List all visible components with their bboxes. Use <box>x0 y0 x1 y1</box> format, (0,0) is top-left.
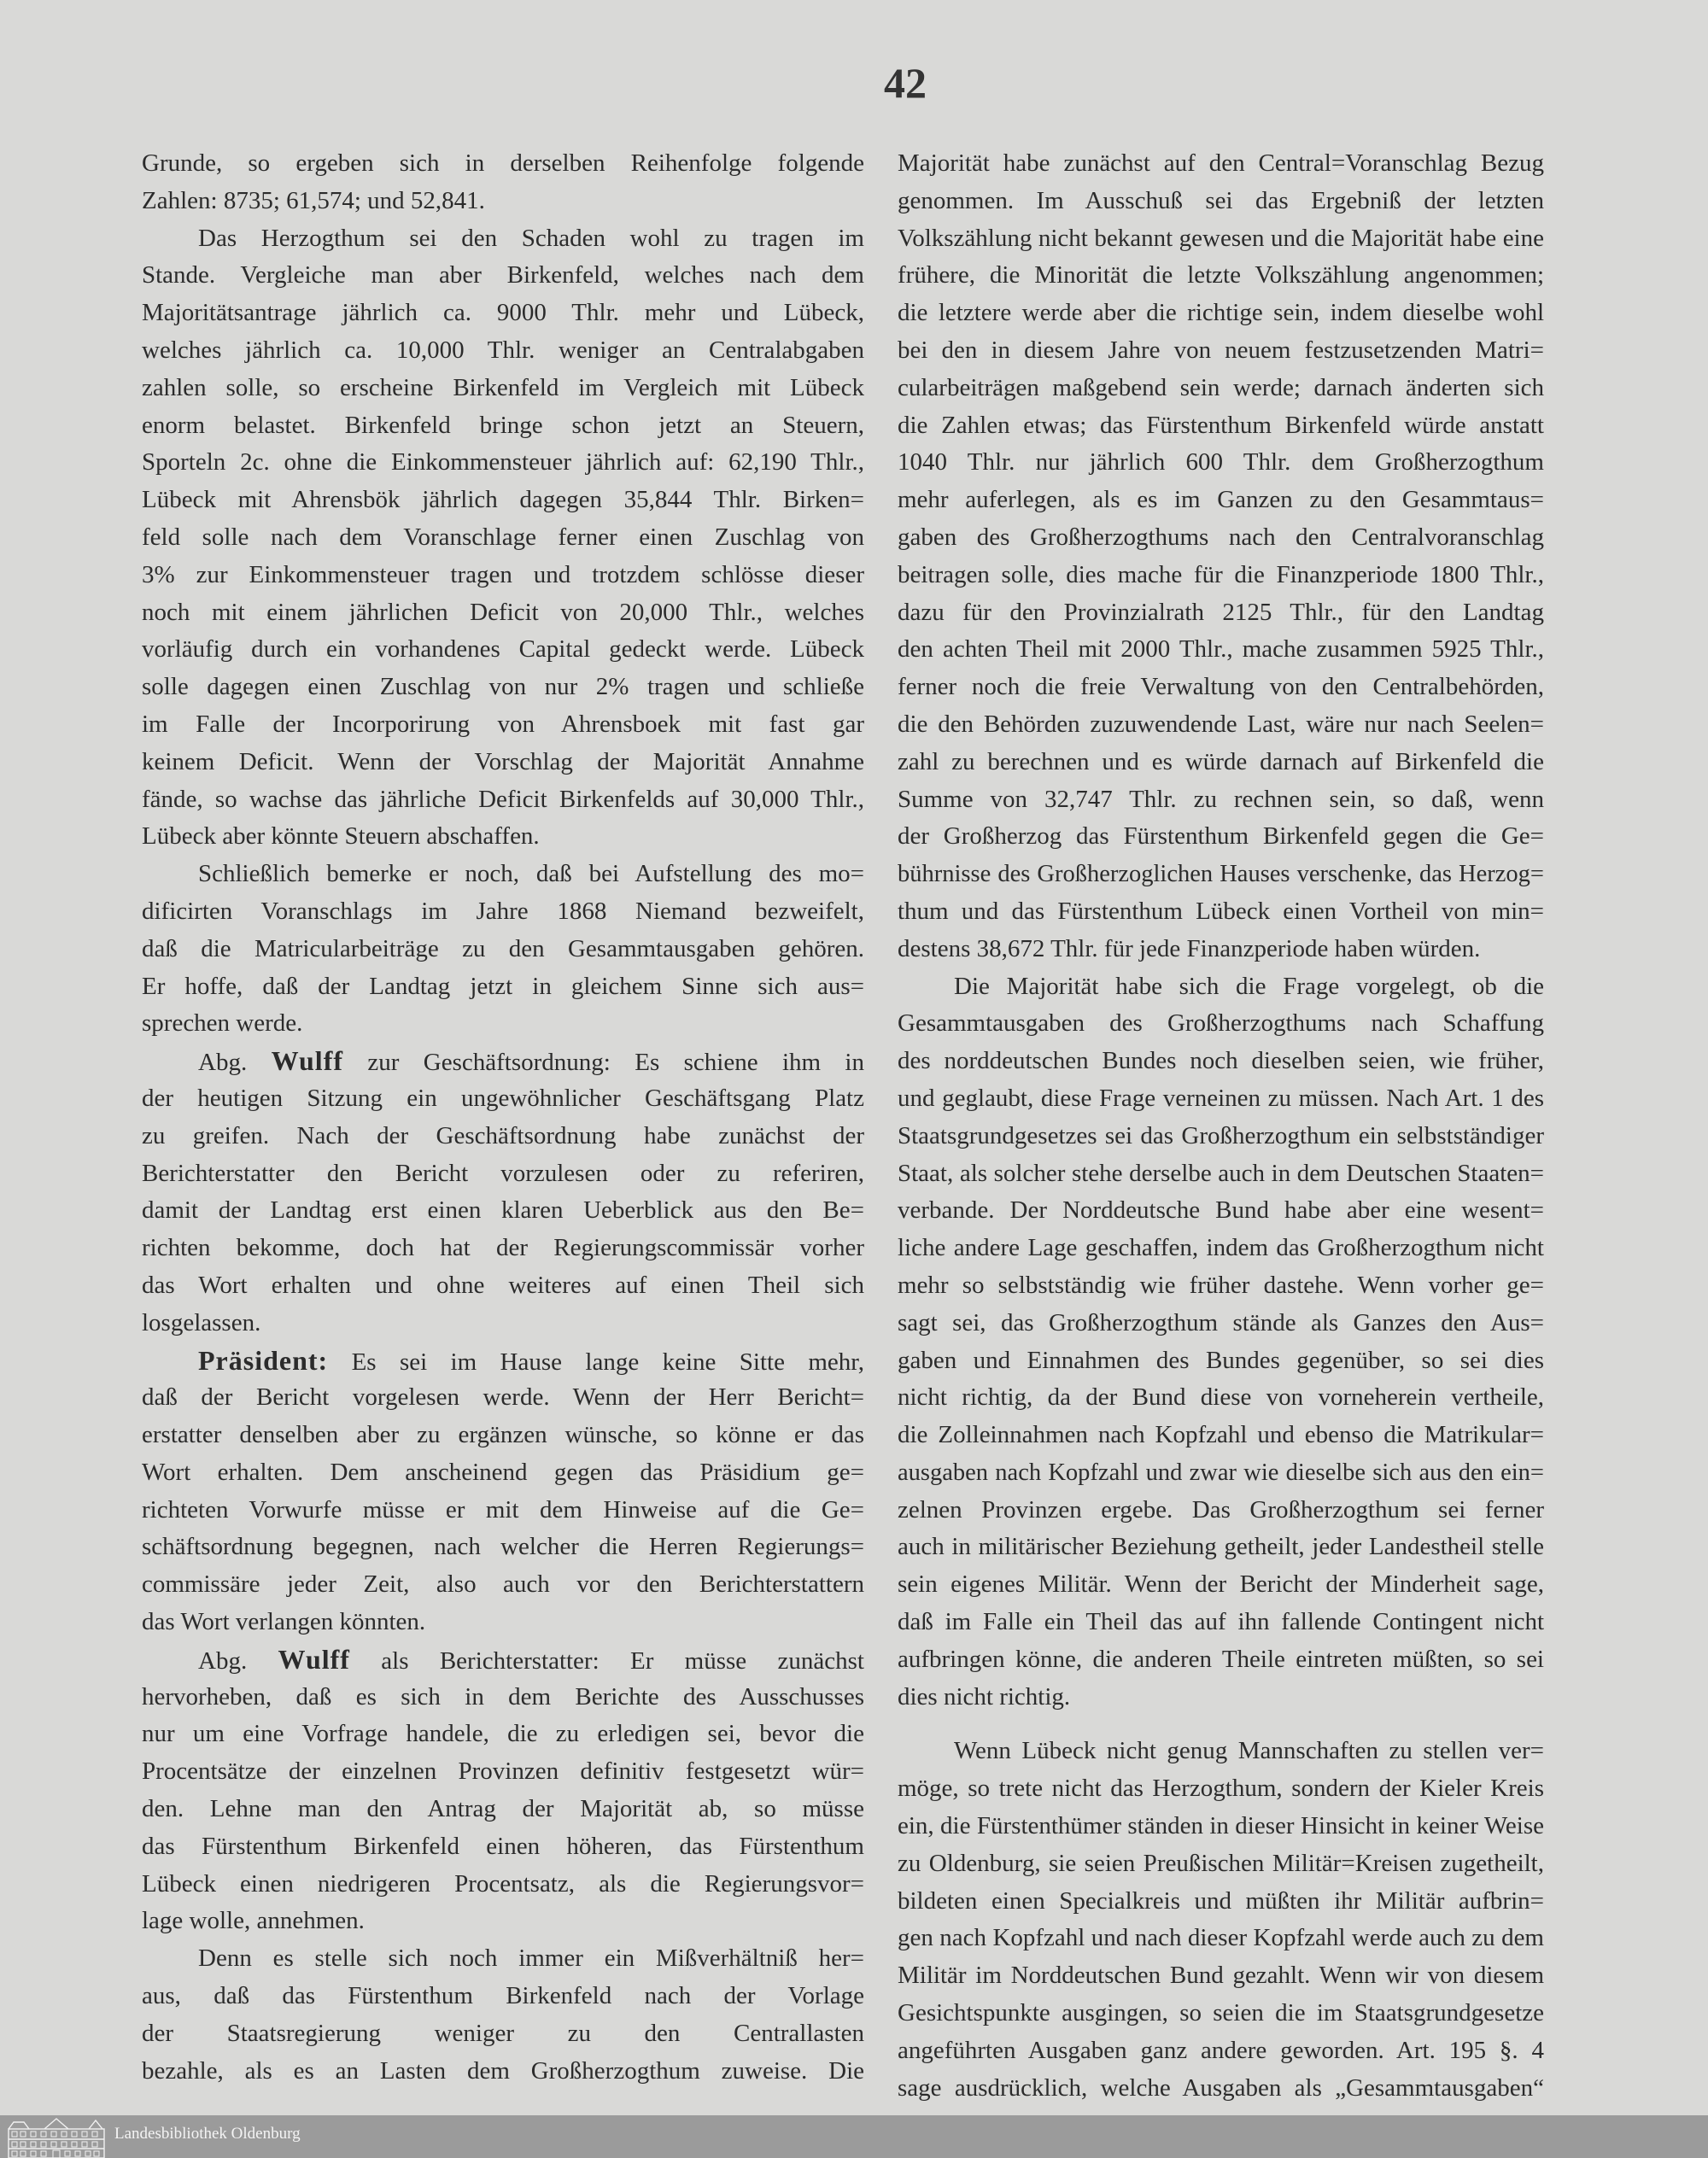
speaker-title: Abg. <box>198 1646 278 1675</box>
text-line: richten bekomme, doch hat der Regierungscommissär vorher <box>142 1234 864 1262</box>
text-line: zu greifen. Nach der Geschäftsordnung habe zunächst der <box>142 1121 864 1149</box>
page-number: 42 <box>884 59 927 107</box>
text-line: möge, so trete nicht das Herzogthum, sondern der Kieler Kreis <box>898 1775 1544 1803</box>
text-line: der Großherzog das Fürstenthum Birkenfeld gegen die Ge= <box>898 822 1544 851</box>
paragraph <box>142 145 864 220</box>
text-line: genommen. Im Ausschuß sei das Ergebniß der letzten <box>898 186 1544 214</box>
text-line: aufbringen könne, die anderen Theile eintreten müßten, so sei <box>898 1645 1544 1673</box>
text-line: ein, die Fürstenthümer ständen in dieser Hinsicht in keiner Weise <box>898 1812 1544 1840</box>
text-line: enorm belastet. Birkenfeld bringe schon jetzt an Steuern, <box>142 411 864 439</box>
text-line: Berichterstatter den Bericht vorzulesen oder zu referiren, <box>142 1159 864 1187</box>
text-line: commissäre jeder Zeit, also auch vor den Berichterstattern <box>142 1570 864 1599</box>
text-line: welches jährlich ca. 10,000 Thlr. weniger an Centralabgaben <box>142 336 864 364</box>
text-line: die letztere werde aber die richtige sein, indem dieselbe wohl <box>898 299 1544 327</box>
text-line: Schließlich bemerke er noch, daß bei Aufstellung des mo= <box>198 860 864 888</box>
text-line: thum und das Fürstenthum Lübeck einen Vortheil von min= <box>898 897 1544 925</box>
paragraph <box>142 1641 864 1940</box>
text-line: zu Oldenburg, sie seien Preußischen Militär=Kreisen zugetheilt, <box>898 1849 1544 1877</box>
text-line: Die Majorität habe sich die Frage vorgelegt, ob die <box>954 972 1544 1000</box>
text-line: richteten Vorwurfe müsse er mit dem Hinweise auf die Ge= <box>142 1495 864 1523</box>
text-line: Lübeck mit Ahrensbök jährlich dagegen 35,844 Thlr. Birken= <box>142 486 864 514</box>
text-line: Wort erhalten. Dem anscheinend gegen das Präsidium ge= <box>142 1458 864 1486</box>
text-line: auch in militärischer Beziehung getheilt, jeder Landestheil stelle <box>898 1533 1544 1561</box>
paragraph <box>898 1716 1544 2107</box>
text-line: ausgaben nach Kopfzahl und zwar wie dieselbe sich aus den ein= <box>898 1459 1544 1486</box>
text-line: frühere, die Minorität die letzte Volkszählung angenommen; <box>898 261 1544 289</box>
text-line: verbande. Der Norddeutsche Bund habe aber eine wesent= <box>898 1196 1544 1225</box>
text-line: die Zahlen etwas; das Fürstenthum Birkenfeld würde anstatt <box>898 411 1544 439</box>
text-line: Lübeck aber könnte Steuern abschaffen. <box>142 822 540 851</box>
text-line: Lübeck einen niedrigeren Procentsatz, als die Regierungsvor= <box>142 1869 864 1898</box>
text-line: bildeten einen Specialkreis und müßten ihr Militär aufbrin= <box>898 1886 1544 1915</box>
text-line: Staat, als solcher stehe derselbe auch in dem Deutschen Staaten= <box>898 1159 1544 1187</box>
text-line: liche andere Lage geschaffen, indem das Großherzogthum nicht <box>898 1234 1544 1262</box>
text-line: gaben und Einnahmen des Bundes gegenüber, so sei dies <box>898 1346 1544 1374</box>
text-line: Militär im Norddeutschen Bund gezahlt. Wenn wir von diesem <box>898 1962 1544 1990</box>
text-line: und geglaubt, diese Frage verneinen zu müssen. Nach Art. 1 des <box>898 1084 1544 1112</box>
text-line: damit der Landtag erst einen klaren Ueberblick aus den Be= <box>142 1196 864 1225</box>
text-line: sprechen werde. <box>142 1009 303 1038</box>
text-line: nicht richtig, da der Bund diese von vorneherein vertheile, <box>898 1383 1544 1412</box>
text-line: des norddeutschen Bundes noch dieselben seien, wie früher, <box>898 1047 1544 1075</box>
paragraph <box>898 968 1544 1716</box>
text-line: erstatter denselben aber zu ergänzen wünsche, so könne er das <box>142 1421 864 1449</box>
text-line: bezahle, als es an Lasten dem Großherzogthum zuweise. Die <box>142 2056 864 2085</box>
text-line <box>142 1641 864 1679</box>
text-line: Gesammtausgaben des Großherzogthums nach Schaffung <box>898 1009 1544 1038</box>
text-line: gen nach Kopfzahl und nach dieser Kopfzahl werde auch zu dem <box>898 1924 1544 1952</box>
speaker-name: Präsident: <box>198 1344 329 1376</box>
text-line: mehr auferlegen, als es im Ganzen zu den Gesammtaus= <box>898 486 1544 514</box>
speech-text: zur Geschäftsordnung: Es schiene ihm in <box>343 1049 864 1077</box>
paragraph <box>142 856 864 1043</box>
text-line: destens 38,672 Thlr. für jede Finanzperiode haben würden. <box>898 934 1481 962</box>
text-line: noch mit einem jährlichen Deficit von 20,000 Thlr., welches <box>142 598 864 626</box>
text-line: Er hoffe, daß der Landtag jetzt in gleichem Sinne sich aus= <box>142 972 864 1000</box>
speaker-name: Wulff <box>271 1045 343 1077</box>
paragraph <box>142 1043 864 1342</box>
text-line: sage ausdrücklich, welche Ausgaben als „Gesammtausgaben“ <box>898 2073 1544 2102</box>
text-line: zahl zu berechnen und es würde darnach auf Birkenfeld die <box>898 747 1544 775</box>
text-line: bührnisse des Großherzoglichen Hauses verschenke, das Herzog= <box>898 861 1544 888</box>
text-line: daß die Matricularbeiträge zu den Gesammtausgaben gehören. <box>142 934 864 962</box>
text-line: der heutigen Sitzung ein ungewöhnlicher Geschäftsgang Platz <box>142 1084 864 1112</box>
text-line: die Zolleinnahmen nach Kopfzahl und ebenso die Matrikular= <box>898 1421 1544 1449</box>
text-line <box>142 1342 864 1380</box>
text-line: solle dagegen einen Zuschlag von nur 2% tragen und schließe <box>142 673 864 701</box>
text-line: losgelassen. <box>142 1308 261 1336</box>
text-line: das Fürstenthum Birkenfeld einen höheren, das Fürstenthum <box>142 1832 864 1860</box>
text-line: sagt sei, das Großherzogthum stände als Ganzes den Aus= <box>898 1308 1544 1336</box>
text-line: Majorität habe zunächst auf den Central=Voranschlag Bezug <box>898 149 1544 177</box>
speech-text: als Berichterstatter: Er müsse zunächst <box>349 1646 864 1675</box>
text-line: zahlen solle, so erscheine Birkenfeld im Vergleich mit Lübeck <box>142 373 864 401</box>
text-line: den achten Theil mit 2000 Thlr., mache zusammen 5925 Thlr., <box>898 635 1544 664</box>
text-column-right <box>898 145 1544 2107</box>
library-building-logo <box>7 2117 106 2158</box>
text-line: Denn es stelle sich noch immer ein Mißverhältniß her= <box>198 1945 864 1973</box>
text-line: fände, so wachse das jährliche Deficit Birkenfelds auf 30,000 Thlr., <box>142 785 864 813</box>
text-line: gaben des Großherzogthums nach den Centralvoranschlag <box>898 523 1544 551</box>
text-line: daß der Bericht vorgelesen werde. Wenn der Herr Bericht= <box>142 1383 864 1412</box>
library-name: Landesbibliothek Oldenburg <box>114 2125 301 2143</box>
text-line: vorläufig durch ein vorhandenes Capital gedeckt werde. Lübeck <box>142 635 864 664</box>
text-line: Sporteln 2c. ohne die Einkommensteuer jährlich auf: 62,190 Thlr., <box>142 448 864 477</box>
paragraph <box>898 145 1544 968</box>
text-line: dies nicht richtig. <box>898 1682 1071 1711</box>
text-line: angeführten Ausgaben ganz andere geworden. Art. 195 §. 4 <box>898 2036 1544 2064</box>
speaker-name: Wulff <box>278 1643 350 1675</box>
text-line: lage wolle, annehmen. <box>142 1907 365 1935</box>
library-footer-bar <box>0 2115 1708 2158</box>
text-line: Wenn Lübeck nicht genug Mannschaften zu stellen ver= <box>954 1737 1544 1765</box>
text-line: den. Lehne man den Antrag der Majorität ab, so müsse <box>142 1795 864 1823</box>
text-line: hervorheben, daß es sich in dem Berichte des Ausschusses <box>142 1682 864 1711</box>
text-line: 3% zur Einkommensteuer tragen und trotzdem schlösse dieser <box>142 560 864 588</box>
text-line: Das Herzogthum sei den Schaden wohl zu tragen im <box>198 224 864 252</box>
text-line: cularbeiträgen maßgebend sein werde; darnach änderten sich <box>898 373 1544 401</box>
text-line: das Wort verlangen könnten. <box>142 1608 426 1636</box>
text-line: Procentsätze der einzelnen Provinzen definitiv festgesetzt wür= <box>142 1757 864 1786</box>
text-line: der Staatsregierung weniger zu den Centrallasten <box>142 2019 864 2047</box>
paragraph <box>142 220 864 857</box>
paragraph <box>142 1940 864 2090</box>
text-line: zelnen Provinzen ergebe. Das Großherzogthum sei ferner <box>898 1495 1544 1523</box>
text-line: Summe von 32,747 Thlr. zu rechnen sein, so daß, wenn <box>898 785 1544 813</box>
text-line: daß im Falle ein Theil das auf ihn fallende Contingent nicht <box>898 1608 1544 1636</box>
text-line: Gesichtspunkte ausgingen, so seien die im Staatsgrundgesetze <box>898 1999 1544 2027</box>
text-line: Staatsgrundgesetzes sei das Großherzogthum ein selbstständiger <box>898 1121 1544 1149</box>
speaker-title: Abg. <box>198 1049 272 1077</box>
text-line: im Falle der Incorporirung von Ahrensboek mit fast gar <box>142 710 864 738</box>
text-line: ferner noch die freie Verwaltung von den Centralbehörden, <box>898 673 1544 701</box>
text-line: dazu für den Provinzialrath 2125 Thlr., für den Landtag <box>898 598 1544 626</box>
text-line: keinem Deficit. Wenn der Vorschlag der Majorität Annahme <box>142 747 864 775</box>
paragraph <box>142 1342 864 1641</box>
text-column-left <box>142 145 864 2090</box>
text-line: Grunde, so ergeben sich in derselben Reihenfolge folgende <box>142 149 864 177</box>
text-line: Volkszählung nicht bekannt gewesen und die Majorität habe eine <box>898 224 1544 252</box>
text-line: das Wort erhalten und ohne weiteres auf einen Theil sich <box>142 1271 864 1299</box>
text-line: aus, daß das Fürstenthum Birkenfeld nach der Vorlage <box>142 1982 864 2010</box>
text-line: bei den in diesem Jahre von neuem festzusetzenden Matri= <box>898 336 1544 364</box>
text-line: 1040 Thlr. nur jährlich 600 Thlr. dem Großherzogthum <box>898 448 1544 477</box>
text-line: schäftsordnung begegnen, nach welcher die Herren Regierungs= <box>142 1533 864 1561</box>
text-line: dificirten Voranschlags im Jahre 1868 Niemand bezweifelt, <box>142 897 864 925</box>
text-line: Majoritätsantrage jährlich ca. 9000 Thlr. mehr und Lübeck, <box>142 299 864 327</box>
text-line: beitragen solle, dies mache für die Finanzperiode 1800 Thlr., <box>898 560 1544 588</box>
text-line: sein eigenes Militär. Wenn der Bericht der Minderheit sage, <box>898 1570 1544 1599</box>
text-line: nur um eine Vorfrage handele, die zu erledigen sei, bevor die <box>142 1720 864 1748</box>
text-line: Stande. Vergleiche man aber Birkenfeld, welches nach dem <box>142 261 864 289</box>
speech-text: Es sei im Hause lange keine Sitte mehr, <box>328 1348 864 1376</box>
text-line: feld solle nach dem Voranschlage ferner einen Zuschlag von <box>142 523 864 551</box>
text-line: Zahlen: 8735; 61,574; und 52,841. <box>142 186 485 214</box>
text-line <box>142 1043 864 1080</box>
text-line: mehr so selbstständig wie früher dastehe. Wenn vorher ge= <box>898 1271 1544 1299</box>
text-line: die den Behörden zuzuwendende Last, wäre nur nach Seelen= <box>898 710 1544 738</box>
